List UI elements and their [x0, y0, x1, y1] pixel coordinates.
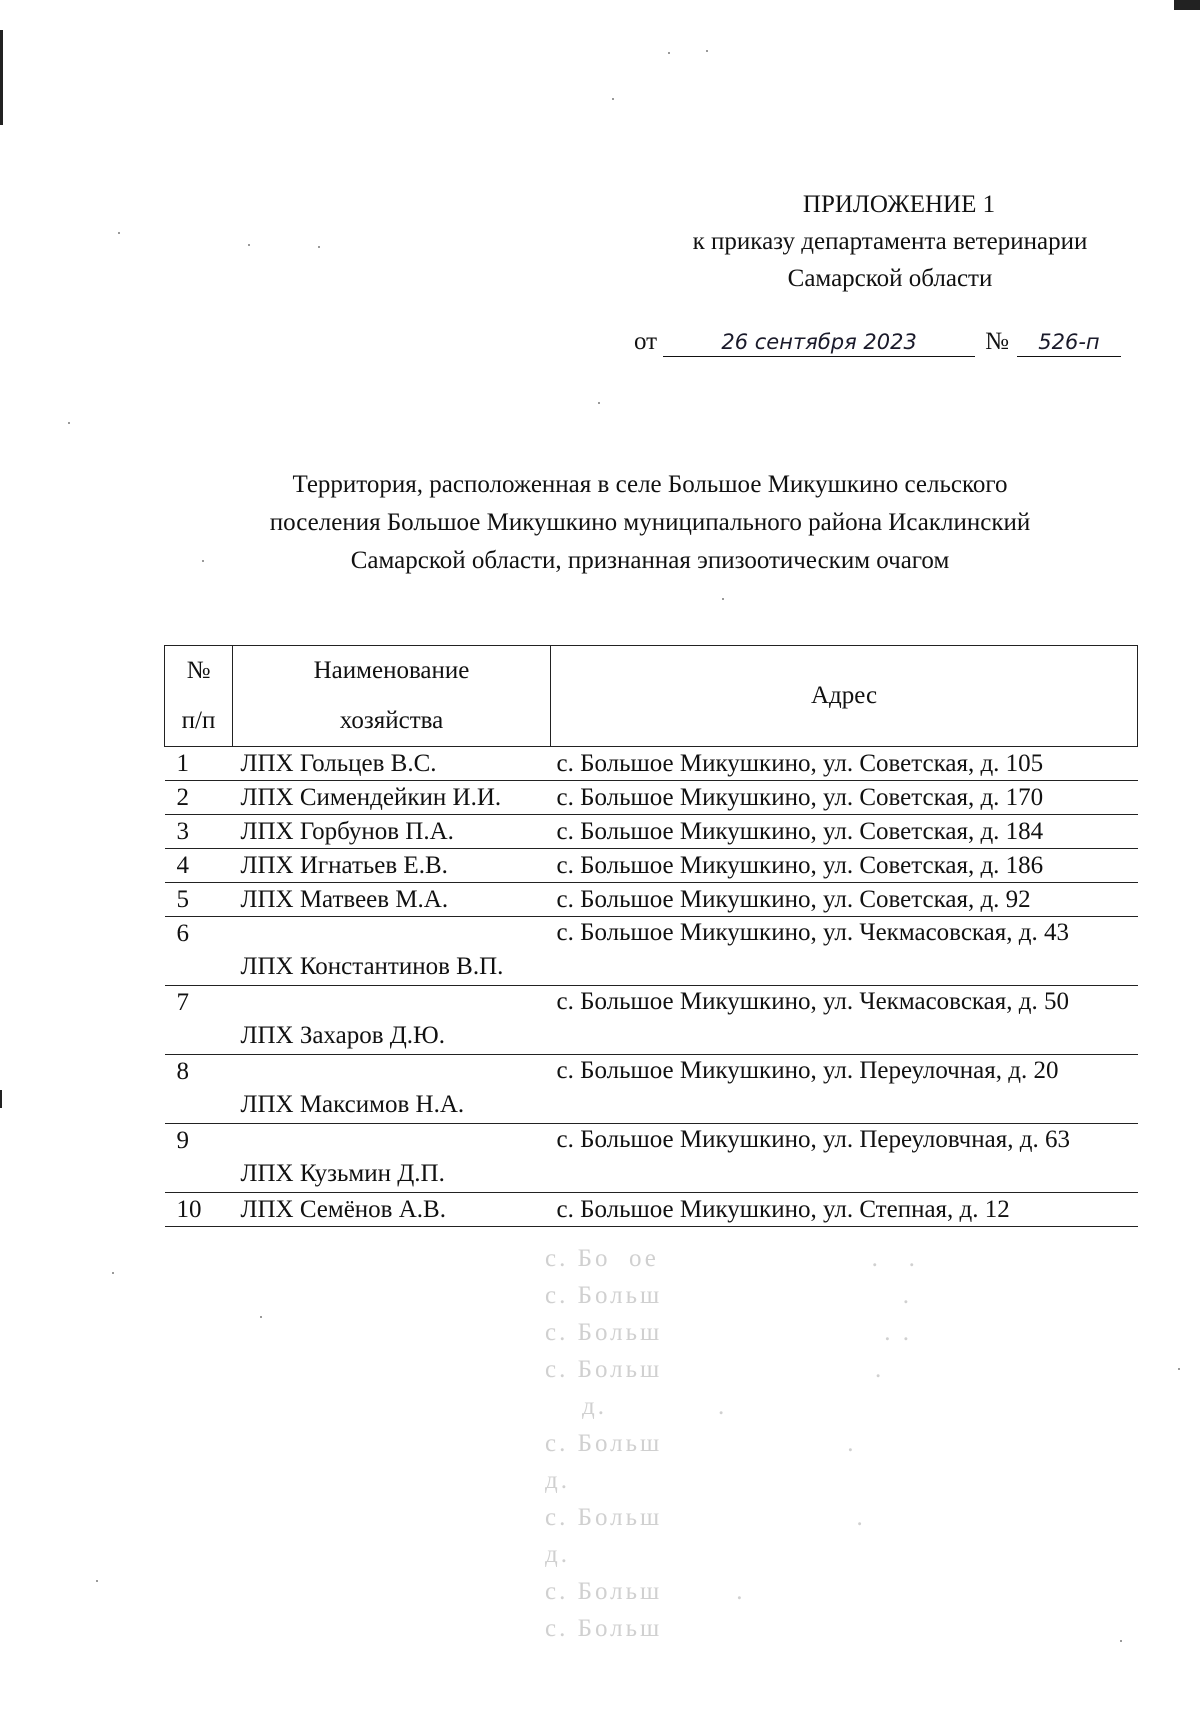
household-address: с. Большое Микушкино, ул. Советская, д. 105: [551, 747, 1138, 781]
show-through-line: с. Больш .: [545, 1430, 857, 1457]
scan-speck: [260, 1316, 262, 1318]
scan-speck: [318, 246, 320, 248]
scan-corner-mark: [1174, 0, 1200, 10]
table-row: [165, 986, 1138, 1055]
show-through-line: с. Бо ое . .: [545, 1245, 918, 1272]
scan-speck: [1120, 1640, 1122, 1642]
row-number: 4: [165, 849, 233, 883]
row-number: 10: [165, 1193, 233, 1227]
column-header-number: [165, 646, 233, 747]
column-header-address: Адрес: [551, 646, 1138, 747]
scan-speck: [1178, 1368, 1180, 1370]
appendix-header: [640, 186, 1140, 297]
show-through-line: с. Больш . .: [545, 1319, 912, 1346]
scan-speck: [668, 52, 670, 54]
row-number: 9: [165, 1124, 233, 1193]
scan-speck: [118, 232, 120, 234]
household-name: ЛПХ Игнатьев Е.В.: [233, 849, 551, 883]
show-through-line: д.: [545, 1467, 570, 1494]
show-through-line: с. Больш .: [545, 1356, 885, 1383]
show-through-line: д. .: [545, 1393, 728, 1420]
column-header-name: [233, 646, 551, 747]
column-header-name-line: хозяйства: [339, 707, 444, 734]
title-line: Самарской области, признанная эпизоотическим очагом: [350, 547, 950, 574]
document-title: [190, 466, 1110, 580]
order-reference: к приказу департамента ветеринарии: [692, 228, 1088, 255]
scan-edge-mark: [0, 30, 3, 125]
order-dateline: [634, 328, 1121, 357]
table-header-row: [165, 646, 1138, 747]
table-row: [165, 917, 1138, 986]
table-row: [165, 1055, 1138, 1124]
scan-speck: [248, 244, 250, 246]
appendix-label: ПРИЛОЖЕНИЕ 1: [802, 191, 996, 218]
table-row: [165, 1193, 1138, 1227]
household-address: с. Большое Микушкино, ул. Советская, д. 170: [551, 781, 1138, 815]
row-number: 6: [165, 917, 233, 986]
row-number: 1: [165, 747, 233, 781]
row-number: 8: [165, 1055, 233, 1124]
household-name: ЛПХ Симендейкин И.И.: [233, 781, 551, 815]
scan-speck: [96, 1580, 98, 1582]
handwritten-date: 26 сентября 2023: [663, 328, 975, 357]
household-name: ЛПХ Захаров Д.Ю.: [233, 986, 551, 1055]
column-header-number-line: №: [186, 657, 211, 684]
date-from-label: от: [634, 328, 658, 355]
household-name: ЛПХ Горбунов П.А.: [233, 815, 551, 849]
region-name: Самарской области: [787, 265, 993, 292]
household-name: ЛПХ Матвеев М.А.: [233, 883, 551, 917]
row-number: 3: [165, 815, 233, 849]
household-name: ЛПХ Константинов В.П.: [233, 917, 551, 986]
table-row: [165, 815, 1138, 849]
household-name: ЛПХ Семёнов А.В.: [233, 1193, 551, 1227]
row-number: 7: [165, 986, 233, 1055]
scan-speck: [68, 422, 70, 424]
table-row: [165, 849, 1138, 883]
table-row: [165, 781, 1138, 815]
scan-speck: [722, 598, 724, 600]
household-address: с. Большое Микушкино, ул. Степная, д. 12: [551, 1193, 1138, 1227]
column-header-name-line: Наименование: [313, 657, 470, 684]
show-through-line: с. Больш: [545, 1615, 663, 1642]
scan-edge-mark: [0, 1090, 2, 1108]
column-header-number-line: п/п: [181, 707, 216, 734]
household-address: с. Большое Микушкино, ул. Переулочная, д. 20: [551, 1055, 1138, 1124]
table-row: [165, 1124, 1138, 1193]
household-address: с. Большое Микушкино, ул. Чекмасовская, д. 43: [551, 917, 1138, 986]
household-name: ЛПХ Максимов Н.А.: [233, 1055, 551, 1124]
handwritten-order-number: 526-п: [1017, 328, 1121, 357]
household-address: с. Большое Микушкино, ул. Чекмасовская, д. 50: [551, 986, 1138, 1055]
row-number: 2: [165, 781, 233, 815]
show-through-line: с. Больш .: [545, 1504, 866, 1531]
show-through-line: с. Больш .: [545, 1282, 912, 1309]
title-line: поселения Большое Микушкино муниципального района Исаклинский: [269, 509, 1031, 536]
household-address: с. Большое Микушкино, ул. Советская, д. 186: [551, 849, 1138, 883]
scan-speck: [112, 1272, 114, 1274]
show-through-line: д.: [545, 1541, 570, 1568]
scan-speck: [612, 98, 614, 100]
number-label: №: [985, 328, 1009, 355]
title-line: Территория, расположенная в селе Большое Микушкино сельского: [292, 471, 1008, 498]
table-row: [165, 747, 1138, 781]
scan-speck: [706, 50, 708, 52]
household-address: с. Большое Микушкино, ул. Советская, д. 92: [551, 883, 1138, 917]
show-through-line: с. Больш .: [545, 1578, 746, 1605]
table-row: [165, 883, 1138, 917]
household-address: с. Большое Микушкино, ул. Советская, д. 184: [551, 815, 1138, 849]
scan-speck: [598, 402, 600, 404]
households-table: [164, 645, 1138, 1227]
household-name: ЛПХ Кузьмин Д.П.: [233, 1124, 551, 1193]
row-number: 5: [165, 883, 233, 917]
household-name: ЛПХ Гольцев В.С.: [233, 747, 551, 781]
household-address: с. Большое Микушкино, ул. Переуловчная, д. 63: [551, 1124, 1138, 1193]
show-through-from-reverse: [545, 1240, 1105, 1647]
